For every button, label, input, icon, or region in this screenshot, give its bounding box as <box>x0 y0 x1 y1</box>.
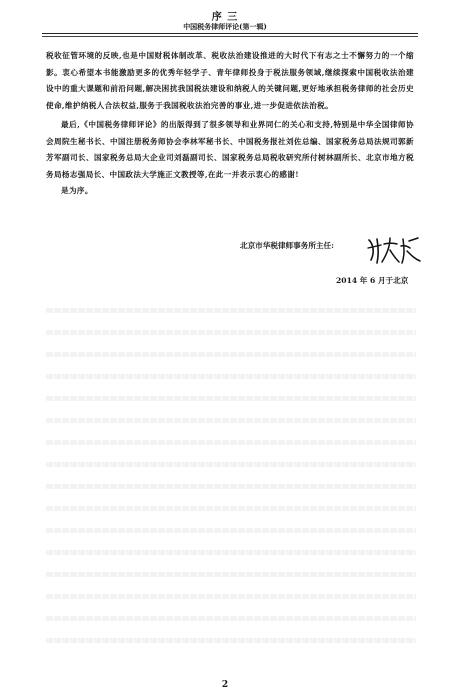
page-number: 2 <box>221 680 229 690</box>
signer-title: 北京市华税律师事务所主任: <box>240 241 334 250</box>
running-header: 中国税务律师评论(第一辑) <box>183 22 267 31</box>
bleed-line <box>46 506 416 511</box>
paragraph: 税收征管环境的反映,也是中国财税体制改革、税收法治建设推进的大时代下有志之士不懈努力的一个缩影。衷心希望本书能激励更多的优秀年轻学子、青年律师投身于税法服务领域,继续探索中国税收法治建设中的重大课题和前沿问题,解决困扰我国税法建设和纳税人的关键问题,更好地承担税务律师的社会历史使命,维护纳税人合法权益,服务于我国税收法治完善的事业,进一步促进依法治税。 <box>46 51 414 110</box>
bleed-line <box>46 550 416 555</box>
paragraph-closing: 是为序。 <box>61 186 93 195</box>
bleed-line <box>46 638 416 643</box>
page-title: 序 三 <box>211 12 239 23</box>
bleed-line <box>46 572 416 577</box>
header-divider-thin <box>42 36 418 37</box>
bleed-line <box>46 484 416 489</box>
handwritten-signature-icon <box>365 234 425 266</box>
bleed-through-texture <box>46 308 416 668</box>
signature-block <box>240 234 420 268</box>
bleed-line <box>46 330 416 335</box>
bleed-line <box>46 594 416 599</box>
bleed-line <box>46 440 416 445</box>
bleed-line <box>46 352 416 357</box>
bleed-line <box>46 616 416 621</box>
date-line: 2014 年 6 月于北京 <box>336 276 409 285</box>
bleed-line <box>46 462 416 467</box>
paragraph: 最后,《中国税务律师评论》的出版得到了很多领导和业界同仁的关心和支持,特别是中华全国律师协会周院生秘书长、中国注册税务师协会李林军秘书长、中国税务报社刘佐总编、国家税务总局法规司郭新芳军副司长、国家税务总局大企业司刘磊副司长、国家税务总局税收研究所付树林副所长、北京市地方税务局杨志强局长、中国政法大学施正文教授等,在此一并表示衷心的感谢! <box>46 120 414 179</box>
bleed-line <box>46 308 416 313</box>
bleed-line <box>46 528 416 533</box>
bleed-line <box>46 374 416 379</box>
bleed-line <box>46 396 416 401</box>
bleed-line <box>46 418 416 423</box>
header-divider <box>42 33 418 34</box>
